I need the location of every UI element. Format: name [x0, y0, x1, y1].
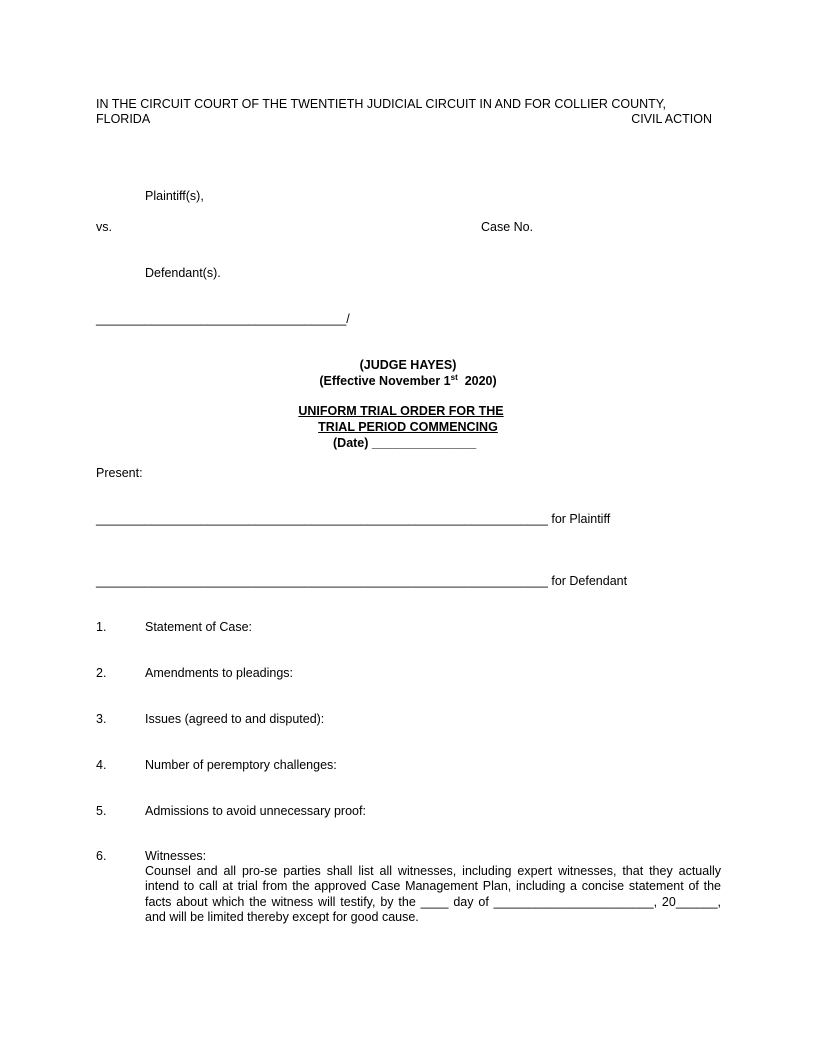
item-number: 4. [96, 758, 107, 772]
item-witnesses: Witnesses: [145, 849, 207, 863]
for-plaintiff-label: for Plaintiff [547, 512, 611, 526]
case-number-label: Case No. [481, 220, 534, 234]
caption-separator-line: ____________________________________/ [96, 312, 350, 326]
order-title-line1: UNIFORM TRIAL ORDER FOR THE [298, 404, 504, 418]
effective-date [0, 374, 816, 389]
item-statement-of-case: Statement of Case: [145, 620, 253, 634]
order-title-line2: TRIAL PERIOD COMMENCING [318, 420, 498, 434]
item-number: 3. [96, 712, 107, 726]
effective-date-prefix: (Effective November 1 [319, 374, 451, 388]
plaintiff-counsel-blank: _________________________________________________________________ [96, 512, 548, 526]
for-defendant-label: for Defendant [547, 574, 628, 588]
item-admissions: Admissions to avoid unnecessary proof: [145, 804, 366, 818]
plaintiff-label: Plaintiff(s), [145, 189, 204, 203]
court-name-line: IN THE CIRCUIT COURT OF THE TWENTIETH JUDICIAL CIRCUIT IN AND FOR COLLIER COUNTY, [96, 97, 666, 111]
item-number: 5. [96, 804, 107, 818]
item-amendments: Amendments to pleadings: [145, 666, 294, 680]
civil-action-label: CIVIL ACTION [631, 112, 712, 126]
defendant-counsel-blank: _________________________________________________________________ [96, 574, 548, 588]
item-number: 6. [96, 849, 107, 863]
order-date [333, 436, 476, 451]
present-defendant-line [96, 574, 627, 589]
present-label: Present: [96, 466, 143, 480]
date-blank: _______________ [371, 436, 477, 450]
item-number: 2. [96, 666, 107, 680]
effective-date-year: 2020) [457, 374, 497, 388]
date-label: (Date) [333, 436, 369, 450]
vs-label: vs. [96, 220, 112, 234]
present-plaintiff-line [96, 512, 610, 527]
court-header-line2 [96, 112, 712, 127]
effective-date-ordinal: st [450, 372, 458, 382]
judge-name: (JUDGE HAYES) [359, 358, 457, 372]
court-state: FLORIDA [96, 112, 151, 126]
item-number: 1. [96, 620, 107, 634]
item-issues: Issues (agreed to and disputed): [145, 712, 325, 726]
court-header [96, 97, 712, 127]
defendant-label: Defendant(s). [145, 266, 221, 280]
witnesses-paragraph: Counsel and all pro-se parties shall list all witnesses, including expert witnesses, that they actually intend to call at trial from the approved Case Management Plan, including a concise statement of the facts about which the witness will testify, by the ____ day of _______________________, 20______, and will be limited thereby except for good cause. [145, 864, 721, 925]
item-peremptory-challenges: Number of peremptory challenges: [145, 758, 337, 772]
